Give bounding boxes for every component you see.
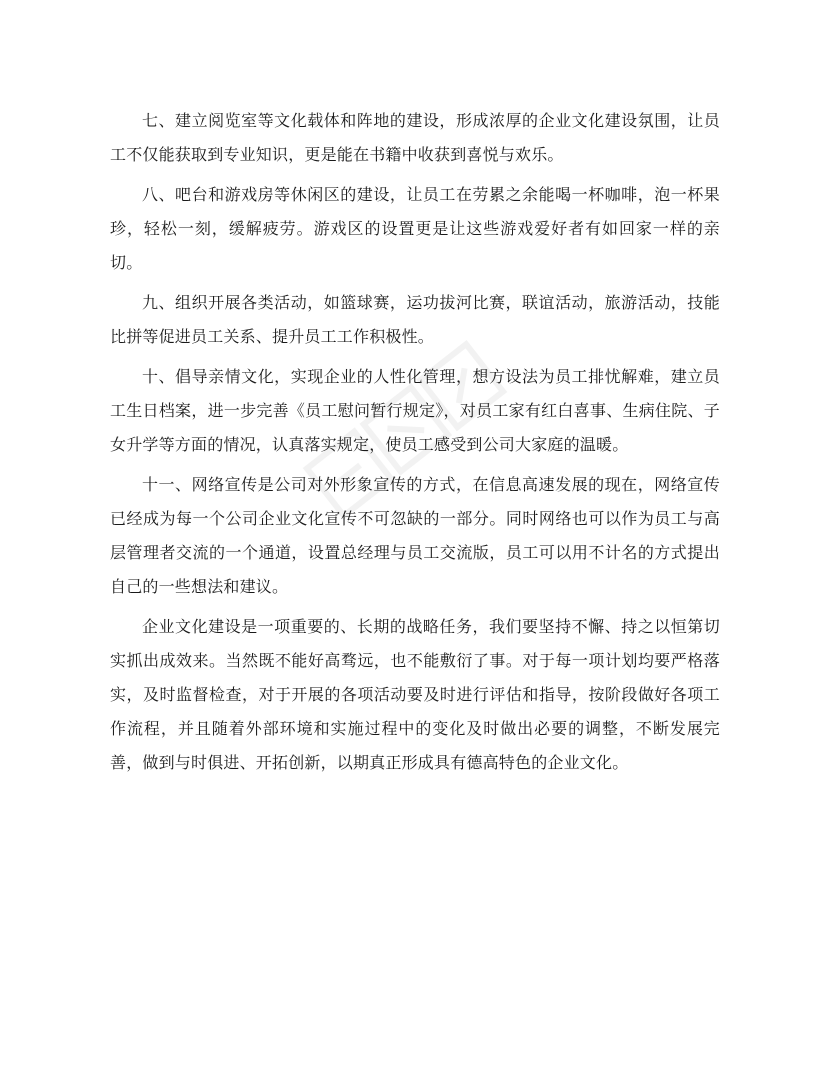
document-body: [110, 104, 720, 786]
paragraph-11: 十一、网络宣传是公司对外形象宣传的方式，在信息高速发展的现在，网络宣传已经成为每一个公司企业文化宣传不可忽缺的一部分。同时网络也可以作为员工与高层管理者交流的一个通道，设置总经理与员工交流版，员工可以用不计名的方式提出自己的一些想法和建议。: [110, 475, 720, 596]
paragraph-7: 七、建立阅览室等文化载体和阵地的建设，形成浓厚的企业文化建设氛围，让员工不仅能获取到专业知识，更是能在书籍中收获到喜悦与欢乐。: [110, 111, 720, 164]
paragraph-conclusion: 企业文化建设是一项重要的、长期的战略任务，我们要坚持不懈、持之以恒第切实抓出成效来。当然既不能好高骛远，也不能敷衍了事。对于每一项计划均要严格落实，及时监督检查，对于开展的各项活动要及时进行评估和指导，按阶段做好各项工作流程，并且随着外部环境和实施过程中的变化及时做出必要的调整，不断发展完善，做到与时俱进、开拓创新，以期真正形成具有德高特色的企业文化。: [110, 617, 720, 772]
paragraph-8: 八、吧台和游戏房等休闲区的建设，让员工在劳累之余能喝一杯咖啡，泡一杯果珍，轻松一刻，缓解疲劳。游戏区的设置更是让这些游戏爱好者有如回家一样的亲切。: [110, 185, 720, 272]
paragraph-9: 九、组织开展各类活动，如篮球赛，运功拔河比赛，联谊活动，旅游活动，技能比拼等促进员工关系、提升员工工作积极性。: [110, 293, 720, 346]
paragraph-10: 十、倡导亲情文化，实现企业的人性化管理，想方设法为员工排忧解难，建立员工生日档案，进一步完善《员工慰问暂行规定》，对员工家有红白喜事、生病住院、子女升学等方面的情况，认真落实规定，使员工感受到公司大家庭的温暖。: [110, 367, 720, 454]
